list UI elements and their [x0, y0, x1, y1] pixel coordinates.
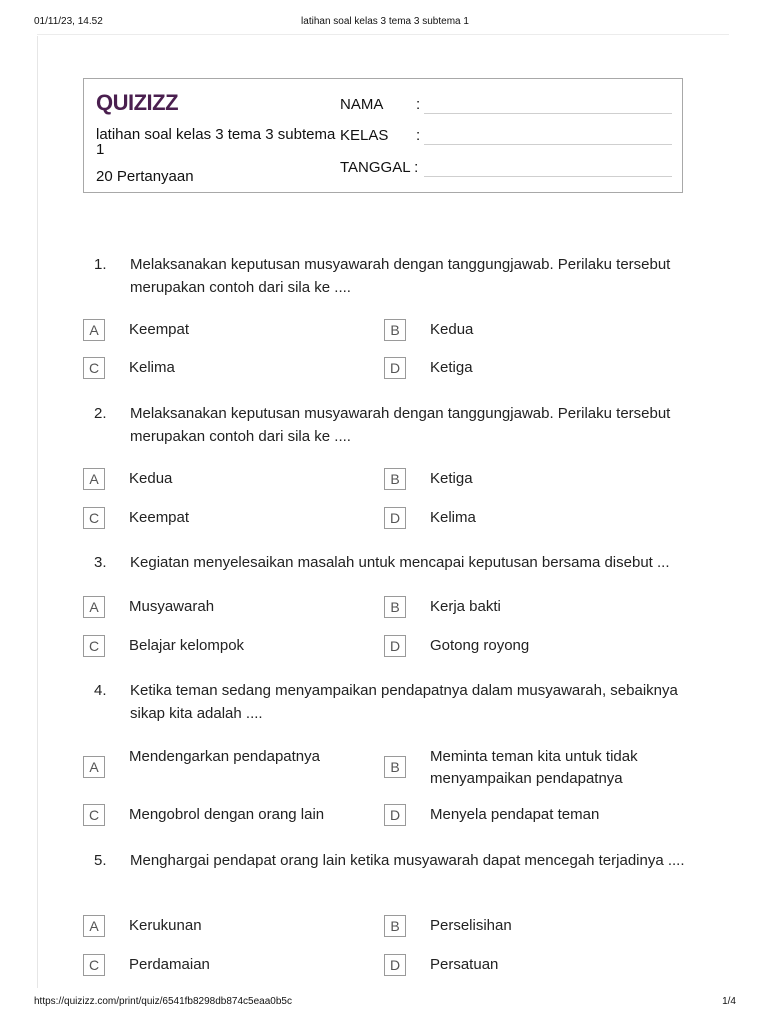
- tanggal-line: [424, 176, 672, 177]
- page-frame-left: [37, 36, 38, 988]
- option-letter: A: [83, 756, 105, 778]
- option-letter: D: [384, 954, 406, 976]
- option-d: [384, 635, 674, 681]
- option-text: Perselisihan: [430, 917, 512, 934]
- question-number: 5.: [94, 852, 107, 869]
- nama-colon: :: [416, 96, 421, 113]
- option-letter: D: [384, 635, 406, 657]
- print-title: latihan soal kelas 3 tema 3 subtema 1: [301, 16, 469, 27]
- option-letter: A: [83, 468, 105, 490]
- print-datetime: 01/11/23, 14.52: [34, 16, 103, 27]
- option-text: Musyawarah: [129, 598, 215, 615]
- option-letter: B: [384, 468, 406, 490]
- question-text: Melaksanakan keputusan musyawarah dengan tanggungjawab. Perilaku tersebut merupakan contoh dari sila ke ....: [130, 256, 671, 296]
- option-text: Gotong royong: [430, 637, 530, 654]
- option-text: Menyela pendapat teman: [430, 806, 600, 823]
- option-d: [384, 357, 674, 403]
- option-text: Ketiga: [430, 359, 473, 376]
- option-c: [83, 954, 373, 978]
- print-footer: [34, 996, 736, 1008]
- kelas-label: KELAS: [340, 127, 389, 144]
- option-text: Perdamaian: [129, 956, 210, 973]
- option-d: [384, 804, 674, 850]
- option-letter: B: [384, 319, 406, 341]
- nama-label: NAMA: [340, 96, 384, 113]
- option-letter: C: [83, 635, 105, 657]
- question-text: Ketika teman sedang menyampaikan pendapatnya dalam musyawarah, sebaiknya sikap kita adalah ....: [130, 682, 678, 722]
- option-text: Keempat: [129, 509, 190, 526]
- option-text: Persatuan: [430, 956, 499, 973]
- option-d: [384, 954, 674, 978]
- option-letter: A: [83, 915, 105, 937]
- option-b: [384, 746, 674, 792]
- question-text: Melaksanakan keputusan musyawarah dengan tanggungjawab. Perilaku tersebut merupakan contoh dari sila ke ....: [130, 405, 671, 445]
- question-number: 4.: [94, 682, 107, 699]
- page-frame-top: [37, 34, 729, 35]
- option-c: [83, 507, 373, 553]
- option-text: Kerja bakti: [430, 598, 501, 615]
- option-text: Kelima: [129, 359, 175, 376]
- quizizz-logo: [96, 89, 186, 115]
- option-letter: C: [83, 804, 105, 826]
- option-letter: B: [384, 596, 406, 618]
- option-text: Kedua: [129, 470, 173, 487]
- print-url[interactable]: https://quizizz.com/print/quiz/6541fb8298db874c5eaa0b5c: [34, 996, 292, 1007]
- option-text: Belajar kelompok: [129, 637, 245, 654]
- quizizz-logo-text: QUIZIZZ: [96, 90, 179, 115]
- option-text: Kedua: [430, 321, 474, 338]
- question-number: 1.: [94, 256, 107, 273]
- option-text: Keempat: [129, 321, 190, 338]
- option-letter: B: [384, 756, 406, 778]
- option-c: [83, 635, 373, 681]
- option-letter: C: [83, 954, 105, 976]
- question-number: 2.: [94, 405, 107, 422]
- kelas-line: [424, 144, 672, 145]
- question-text: Menghargai pendapat orang lain ketika musyawarah dapat mencegah terjadinya ....: [130, 852, 685, 869]
- option-text: Mengobrol dengan orang lain: [129, 806, 325, 823]
- option-letter: C: [83, 507, 105, 529]
- option-c: [83, 357, 373, 403]
- option-c: [83, 804, 373, 850]
- option-text: Meminta teman kita untuk tidak menyampaikan pendapatnya: [430, 748, 638, 787]
- option-a: [83, 746, 373, 792]
- option-letter: D: [384, 804, 406, 826]
- question-number: 3.: [94, 554, 107, 571]
- option-letter: D: [384, 507, 406, 529]
- option-d: [384, 507, 674, 553]
- nama-line: [424, 113, 672, 114]
- option-letter: D: [384, 357, 406, 379]
- quiz-header-box: [83, 78, 683, 193]
- question-count: 20 Pertanyaan: [96, 168, 194, 185]
- question-text: Kegiatan menyelesaikan masalah untuk mencapai keputusan bersama disebut ...: [130, 554, 670, 571]
- option-text: Kerukunan: [129, 917, 202, 934]
- option-text: Kelima: [430, 509, 476, 526]
- print-header: [34, 16, 736, 28]
- option-letter: A: [83, 596, 105, 618]
- option-text: Mendengarkan pendapatnya: [129, 748, 320, 765]
- option-text: Ketiga: [430, 470, 473, 487]
- quiz-title: latihan soal kelas 3 tema 3 subtema 1: [96, 126, 336, 158]
- option-letter: C: [83, 357, 105, 379]
- tanggal-label: TANGGAL :: [340, 159, 419, 176]
- page-number: 1/4: [722, 996, 736, 1007]
- option-letter: A: [83, 319, 105, 341]
- option-letter: B: [384, 915, 406, 937]
- kelas-colon: :: [416, 127, 421, 144]
